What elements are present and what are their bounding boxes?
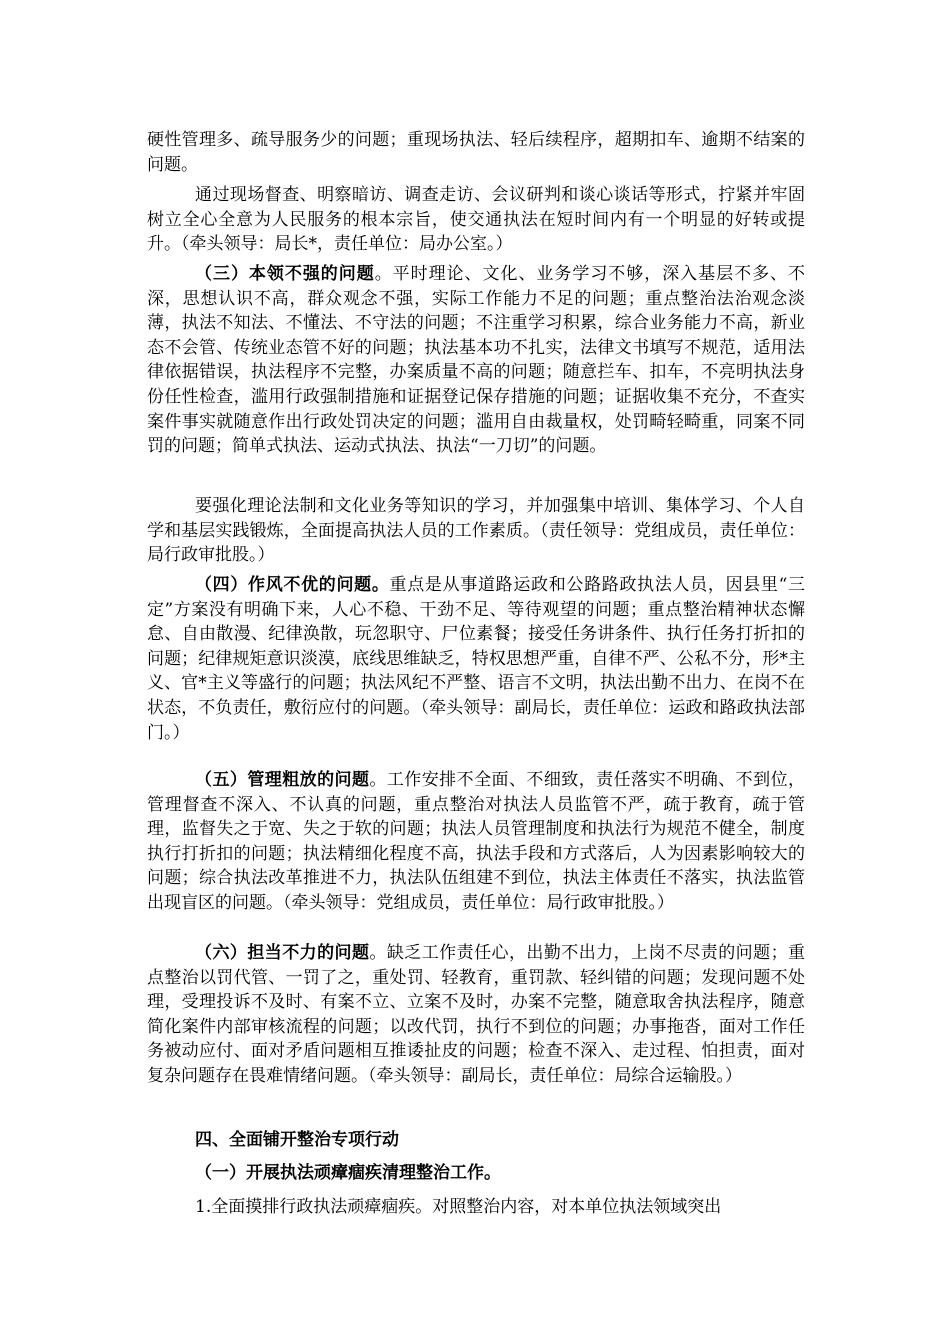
paragraph-1: [147, 183, 805, 257]
paragraph-6: [147, 941, 805, 1089]
paragraph-4: [147, 573, 805, 745]
paragraph-body: 通过现场督查、明察暗访、调查走访、会议研判和谈心谈话等形式，拧紧并牢固树立全心全意为人民服务的根本宗旨，使交通执法在短时间内有一个明显的好转或提升。（牵头领导：局长*，责任单位：局办公室。）: [147, 185, 805, 255]
section-heading: （三）本领不强的问题: [195, 264, 375, 284]
section-heading: （一）开展执法顽瘴痼疾清理整治工作。: [195, 1163, 501, 1183]
paragraph-body: 硬性管理多、疏导服务少的问题；重现场执法、轻后续程序，超期扣车、逾期不结案的问题。: [147, 130, 805, 175]
section-title-4: [147, 1128, 805, 1153]
section-heading: 四、全面铺开整治专项行动: [195, 1130, 399, 1150]
paragraph-body: 。平时理论、文化、业务学习不够，深入基层不多、不深，思想认识不高，群众观念不强，实际工作能力不足的问题；重点整治法治观念淡薄，执法不知法、不懂法、不守法的问题；不注重学习积累，综合业务能力不高，新业态不会管、传统业态管不好的问题；执法基本功不扎实，法律文书填写不规范，适用法律依据错误，执法程序不完整，办案质量不高的问题；随意拦车、扣车，不亮明执法身份任性检查，滥用行政强制措施和证据登记保存措施的问题；证据收集不充分，不查实案件事实就随意作出行政处罚决定的问题；滥用自由裁量权，处罚畸轻畸重，同案不同罚的问题；简单式执法、运动式执法、执法“一刀切”的问题。: [147, 264, 806, 457]
paragraph-body: 重点是从事道路运政和公路路政执法人员，因县里“三定”方案没有明确下来，人心不稳、干劲不足、等待观望的问题；重点整治精神状态懈怠、自由散漫、纪律涣散，玩忽职守、尸位素餐；接受任务讲条件、执行任务打折扣的问题；纪律规矩意识淡漠，底线思维缺乏，特权思想严重，自律不严、公私不分，形*主义、官*主义等盛行的问题；执法风纪不严整、语言不文明，执法出勤不出力、在岗不在状态，不负责任，敷衍应付的问题。（牵头领导：副局长，责任单位：运政和路政执法部门。）: [147, 575, 805, 743]
subsection-title-1: [147, 1161, 805, 1186]
section-heading: （五）管理粗放的问题: [195, 770, 370, 790]
paragraph-5: [147, 768, 805, 916]
paragraph-2: [147, 262, 805, 459]
paragraph-0: [147, 128, 805, 177]
paragraph-3: [147, 494, 805, 568]
section-heading: （四）作风不优的问题。: [195, 575, 390, 595]
paragraph-body: 要强化理论法制和文化业务等知识的学习，并加强集中培训、集体学习、个人自学和基层实践锻炼，全面提高执法人员的工作素质。（责任领导：党组成员，责任单位：局行政审批股。）: [147, 496, 805, 566]
paragraph-body: 1.全面摸排行政执法顽瘴痼疾。对照整治内容，对本单位执法领域突出: [195, 1197, 722, 1217]
section-heading: （六）担当不力的问题: [195, 943, 370, 963]
paragraph-body: 。工作安排不全面、不细致，责任落实不明确、不到位，管理督查不深入、不认真的问题，重点整治对执法人员监管不严，疏于教育，疏于管理，监督失之于宽、失之于软的问题；执法人员管理制度和执法行为规范不健全，制度执行打折扣的问题；执法精细化程度不高，执法手段和方式落后，人为因素影响较大的问题；综合执法改革推进不力，执法队伍组建不到位，执法主体责任不落实，执法监管出现盲区的问题。（牵头领导：党组成员，责任单位：局行政审批股。）: [147, 770, 806, 913]
paragraph-body: 。缺乏工作责任心，出勤不出力，上岗不尽责的问题；重点整治以罚代管、一罚了之，重处罚、轻教育，重罚款、轻纠错的问题；发现问题不处理，受理投诉不及时、有案不立、立案不及时，办案不完整，随意取舍执法程序，随意简化案件内部审核流程的问题；以改代罚，执行不到位的问题；办事拖沓，面对工作任务被动应付、面对矛盾问题相互推诿扯皮的问题；检查不深入、走过程、怕担责，面对复杂问题存在畏难情绪问题。（牵头领导：副局长，责任单位：局综合运输股。）: [147, 943, 806, 1086]
paragraph-9: [147, 1195, 805, 1220]
